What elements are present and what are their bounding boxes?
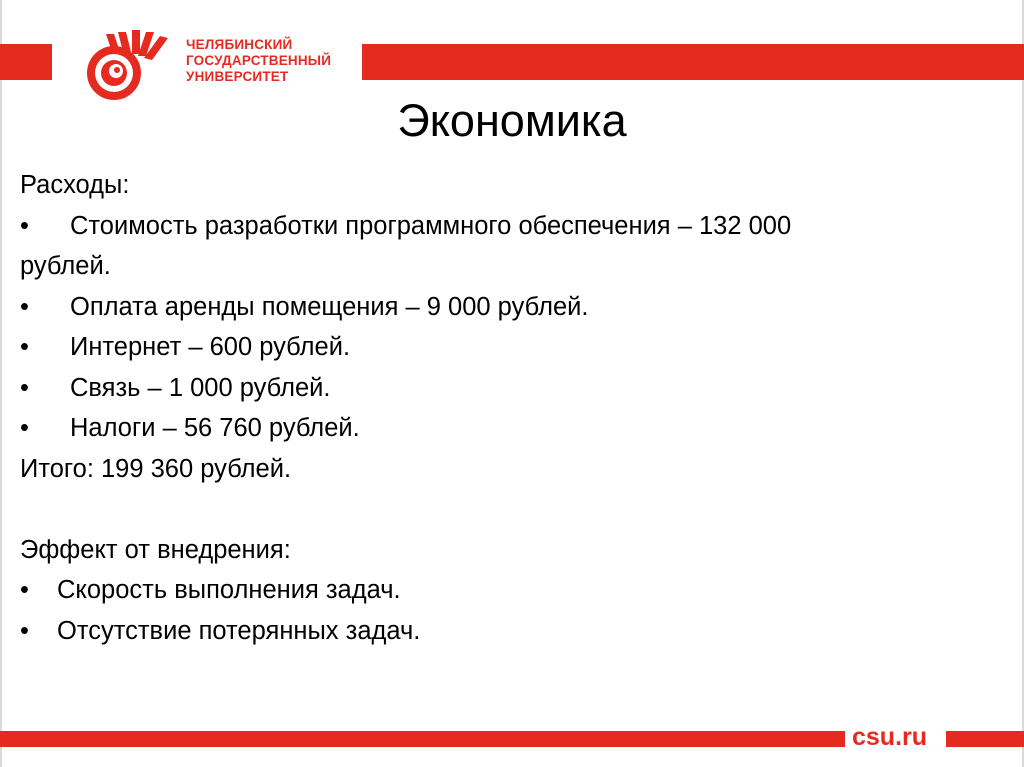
bullet-icon: •: [20, 211, 29, 240]
header-bar-right: [362, 44, 1024, 80]
bullet-icon: •: [20, 414, 29, 442]
bullet-icon: •: [20, 333, 29, 361]
effect-item-text: Отсутствие потерянных задач.: [57, 616, 421, 645]
expense-item: [20, 408, 980, 449]
slide-title: Экономика: [397, 95, 627, 146]
expenses-total: Итого: 199 360 рублей.: [20, 454, 292, 483]
expense-item-text: Связь – 1 000 рублей.: [70, 373, 331, 402]
footer-site-link[interactable]: csu.ru: [852, 723, 928, 751]
expense-item-text: Налоги – 56 760 рублей.: [70, 414, 360, 442]
expense-item: [20, 206, 980, 247]
bullet-icon: •: [20, 292, 29, 321]
effect-item: [20, 570, 980, 611]
university-name-line-3: УНИВЕРСИТЕТ: [186, 69, 289, 84]
expense-item-text: Стоимость разработки программного обеспечения – 132 000: [70, 211, 792, 240]
slide-body: [20, 165, 980, 651]
university-logo-icon: [80, 26, 176, 100]
paragraph-spacer: [20, 489, 980, 530]
bullet-icon: •: [20, 616, 29, 645]
expense-item: [20, 287, 980, 328]
footer-bar-right: [946, 731, 1024, 747]
expense-item: [20, 368, 980, 409]
university-name: [186, 37, 331, 85]
university-name-line-2: ГОСУДАРСТВЕННЫЙ: [186, 53, 332, 68]
effect-heading: Эффект от внедрения:: [20, 535, 291, 564]
university-name-line-1: ЧЕЛЯБИНСКИЙ: [186, 37, 293, 52]
effect-item: [20, 611, 980, 652]
footer-bar-left: [0, 731, 845, 747]
expense-item-wrap: рублей.: [20, 252, 111, 280]
effect-item-text: Скорость выполнения задач.: [57, 576, 401, 604]
expenses-heading: Расходы:: [20, 171, 130, 199]
expense-item-text: Интернет – 600 рублей.: [70, 333, 351, 361]
header-bar-left: [0, 44, 52, 80]
expense-item: [20, 327, 980, 368]
bullet-icon: •: [20, 373, 29, 402]
bullet-icon: •: [20, 576, 29, 604]
expense-item-text: Оплата аренды помещения – 9 000 рублей.: [70, 292, 589, 321]
